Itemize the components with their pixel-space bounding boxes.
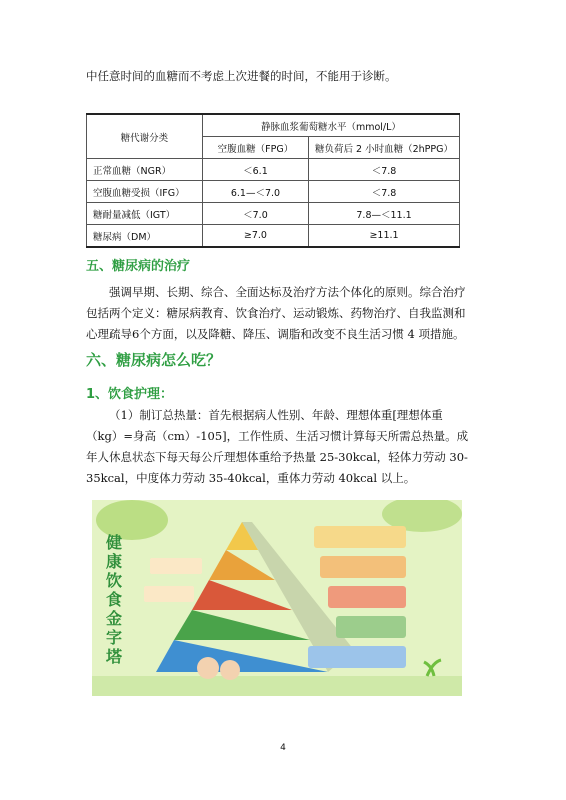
- table-row: [87, 159, 460, 181]
- section-5-heading: 五、糖尿病的治疗: [86, 259, 191, 274]
- table-cell-2hppg: 7.8—＜11.1: [309, 203, 460, 225]
- table-cell-2hppg: ≥11.1: [309, 225, 460, 248]
- glucose-table: [86, 113, 460, 248]
- cartoon-figure: [220, 660, 240, 680]
- info-panel: [320, 556, 406, 578]
- info-panel: [150, 558, 202, 574]
- section-6-heading: 六、糖尿病怎么吃？: [86, 351, 222, 369]
- section-5-paragraph: 强调早期、长期、综合、全面达标及治疗方法个体化的原则。综合治疗包括两个定义：糖尿病教育、饮食治疗、运动锻炼、药物治疗、自我监测和心理疏导6个方面，以及降糖、降压、调脂和改变不良生活习惯 4 项措施。: [86, 285, 466, 341]
- table-head-fpg: 空腹血糖（FPG）: [202, 137, 308, 159]
- info-panel: [328, 586, 406, 608]
- table-cell-fpg: ≥7.0: [202, 225, 308, 248]
- table-row: [87, 225, 460, 248]
- table-cell-fpg: ＜7.0: [202, 203, 308, 225]
- vertical-title-char: 食: [105, 590, 123, 609]
- table-cell-category: 空腹血糖受损（IFG）: [87, 181, 203, 203]
- food-pyramid-illustration: [92, 500, 462, 696]
- table-row: [87, 203, 460, 225]
- table-cell-category: 糖尿病（DM）: [87, 225, 203, 248]
- table-cell-category: 糖耐量减低（IGT）: [87, 203, 203, 225]
- info-panel: [144, 586, 194, 602]
- info-panel: [308, 646, 406, 668]
- page-number: 4: [280, 743, 286, 753]
- table-head-category: 糖代谢分类: [87, 114, 203, 159]
- vertical-title-char: 饮: [105, 571, 123, 590]
- table-head-group: 静脉血浆葡萄糖水平（mmol/L）: [202, 114, 459, 137]
- table-cell-category: 正常血糖（NGR）: [87, 159, 203, 181]
- table-cell-2hppg: ＜7.8: [309, 181, 460, 203]
- info-panel: [336, 616, 406, 638]
- table-row: [87, 181, 460, 203]
- subsection-1-paragraph: （1）制订总热量：首先根据病人性别、年龄、理想体重[理想体重（kg）=身高（cm）-105]，工作性质、生活习惯计算每天所需总热量。成年人休息状态下每天每公斤理想体重给予热量 25-30kcal，轻体力劳动 30-35kcal，中度体力劳动 35-40kcal，重体力劳动 40kcal 以上。: [86, 408, 469, 485]
- table-cell-fpg: ＜6.1: [202, 159, 308, 181]
- table-cell-fpg: 6.1—＜7.0: [202, 181, 308, 203]
- vertical-title-char: 字: [105, 628, 123, 647]
- table-head-2hppg: 糖负荷后 2 小时血糖（2hPPG）: [309, 137, 460, 159]
- vertical-title: [105, 533, 123, 666]
- table-cell-2hppg: ＜7.8: [309, 159, 460, 181]
- intro-text: 中任意时间的血糖而不考虑上次进餐的时间，不能用于诊断。: [86, 69, 397, 83]
- vertical-title-char: 金: [105, 609, 123, 628]
- cartoon-figure: [197, 657, 219, 679]
- food-pyramid-image: [92, 500, 462, 696]
- info-panel: [314, 526, 406, 548]
- vertical-title-char: 康: [105, 552, 123, 571]
- subsection-1-heading: 1、饮食护理：: [86, 387, 174, 402]
- ground: [92, 676, 462, 696]
- vertical-title-char: 塔: [105, 647, 123, 666]
- vertical-title-char: 健: [105, 533, 123, 552]
